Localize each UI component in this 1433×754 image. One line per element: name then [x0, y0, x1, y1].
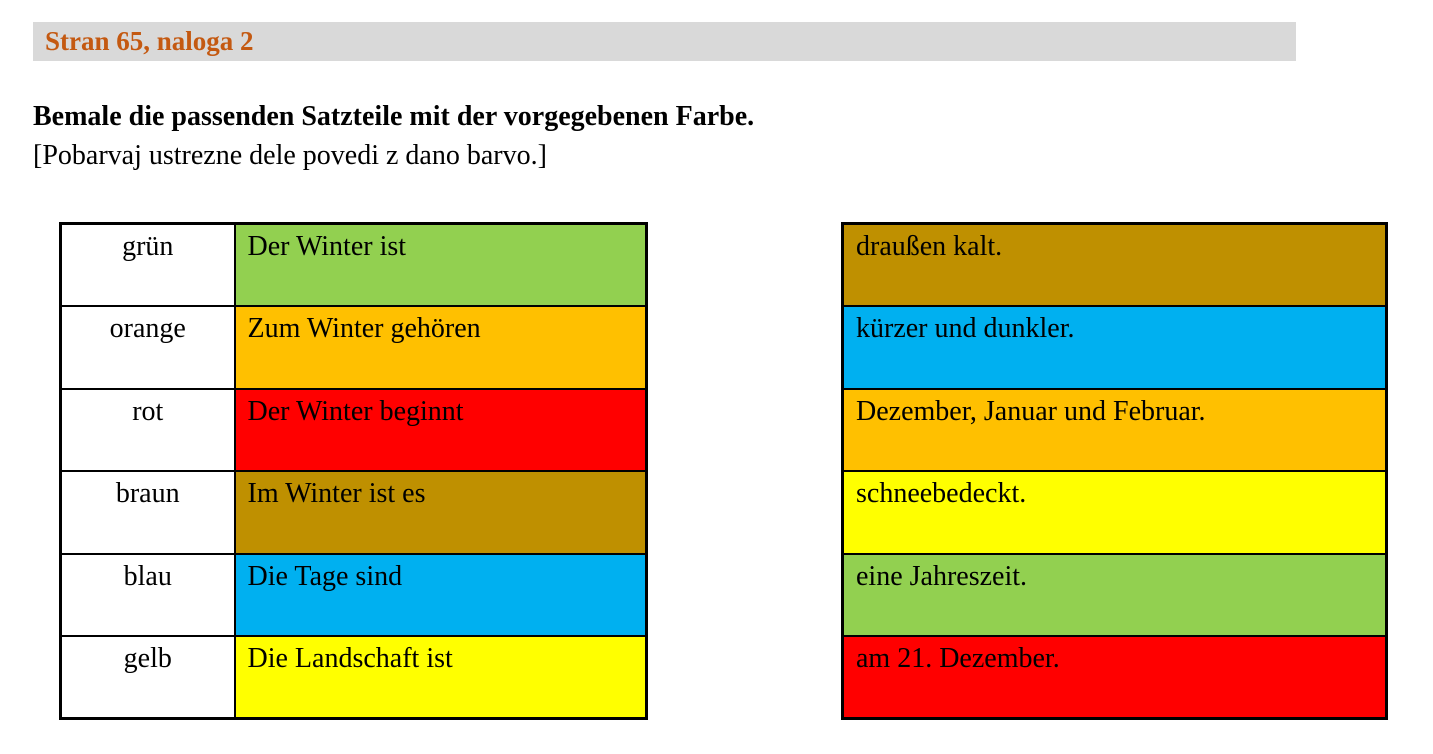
- sentence-part-cell: Dezember, Januar und Februar.: [843, 389, 1387, 472]
- table-row: [843, 306, 1387, 389]
- sentence-part-cell: draußen kalt.: [843, 224, 1387, 307]
- sentence-part-cell: am 21. Dezember.: [843, 636, 1387, 719]
- section-header-title: Stran 65, naloga 2: [45, 26, 254, 56]
- color-name-cell: orange: [61, 306, 235, 389]
- table-row: [61, 389, 647, 472]
- sentence-part-cell: schneebedeckt.: [843, 471, 1387, 554]
- sentence-starts-table: [59, 222, 648, 720]
- table-row: [61, 306, 647, 389]
- sentence-part-cell: Zum Winter gehören: [235, 306, 647, 389]
- table-row: [843, 636, 1387, 719]
- color-name-cell: rot: [61, 389, 235, 472]
- table-row: [61, 636, 647, 719]
- sentence-part-cell: kürzer und dunkler.: [843, 306, 1387, 389]
- table-row: [843, 471, 1387, 554]
- sentence-ends-body: [843, 224, 1387, 719]
- color-name-cell: braun: [61, 471, 235, 554]
- sentence-part-cell: Der Winter beginnt: [235, 389, 647, 472]
- color-name-cell: grün: [61, 224, 235, 307]
- table-row: [843, 389, 1387, 472]
- table-row: [61, 471, 647, 554]
- table-row: [61, 554, 647, 637]
- instruction-german: Bemale die passenden Satzteile mit der vorgegebenen Farbe.: [33, 101, 755, 132]
- sentence-part-cell: Die Tage sind: [235, 554, 647, 637]
- section-header-bar: [33, 22, 1296, 61]
- instruction-slovenian: [Pobarvaj ustrezne dele povedi z dano barvo.]: [33, 140, 547, 171]
- table-row: [61, 224, 647, 307]
- sentence-part-cell: Im Winter ist es: [235, 471, 647, 554]
- sentence-starts-body: [61, 224, 647, 719]
- color-name-cell: gelb: [61, 636, 235, 719]
- sentence-part-cell: Der Winter ist: [235, 224, 647, 307]
- color-name-cell: blau: [61, 554, 235, 637]
- table-row: [843, 554, 1387, 637]
- sentence-part-cell: Die Landschaft ist: [235, 636, 647, 719]
- table-row: [843, 224, 1387, 307]
- sentence-ends-table: [841, 222, 1388, 720]
- sentence-part-cell: eine Jahreszeit.: [843, 554, 1387, 637]
